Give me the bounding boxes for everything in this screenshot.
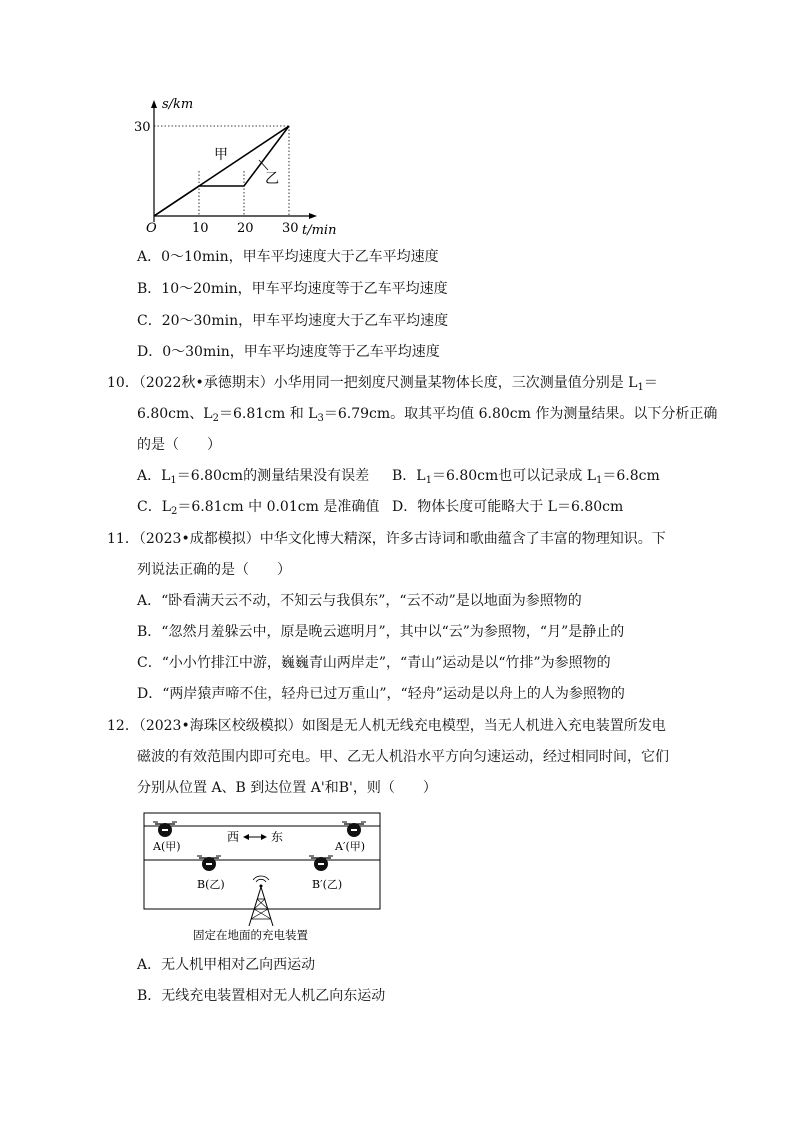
q9-option-d[interactable]: D．0～30min，甲车平均速度等于乙车平均速度 bbox=[137, 344, 440, 360]
label-a: A(甲) bbox=[153, 840, 181, 853]
q10-text: ＝ bbox=[643, 375, 658, 391]
y-tick-30: 30 bbox=[134, 120, 151, 135]
q11-option-a[interactable]: A．“卧看满天云不动，不知云与我俱东”，“云不动”是以地面为参照物的 bbox=[137, 593, 582, 609]
x-axis-arrow bbox=[309, 213, 317, 219]
q11-option-c[interactable]: C．“小小竹排江中游，巍巍青山两岸走”，“青山”运动是以“竹排”为参照物的 bbox=[137, 655, 611, 671]
q12-line2: 磁波的有效范围内即可充电。甲、乙无人机沿水平方向匀速运动，经过相同时间，它们 bbox=[137, 749, 669, 765]
q11-line1 bbox=[107, 529, 666, 549]
q10-text: ＝6.81cm 和 L bbox=[218, 406, 318, 422]
option-text: ＝6.8cm bbox=[602, 468, 660, 484]
subscript: 2 bbox=[171, 506, 178, 517]
drone-charging-figure bbox=[143, 812, 383, 947]
q9-option-a[interactable]: A．0～10min，甲车平均速度大于乙车平均速度 bbox=[137, 249, 439, 265]
series-jia-label: 甲 bbox=[214, 147, 228, 163]
q12-number: 12． bbox=[107, 718, 139, 734]
arrow-right-icon bbox=[261, 834, 267, 840]
subscript: 1 bbox=[596, 475, 603, 486]
option-text: ＝6.80cm也可以记录成 L bbox=[431, 468, 597, 484]
option-text: B．L bbox=[392, 468, 426, 484]
drone-icon bbox=[153, 822, 177, 837]
q10-number: 10． bbox=[107, 375, 139, 391]
q11-number: 11． bbox=[107, 531, 139, 547]
x-axis-label: t/min bbox=[302, 223, 337, 238]
subscript: 2 bbox=[212, 413, 219, 424]
charging-tower-icon bbox=[249, 876, 273, 926]
label-b-prime: B′(乙) bbox=[312, 878, 343, 891]
option-text: ＝6.81cm 中 0.01cm 是准确值 bbox=[177, 499, 380, 515]
q10-text: （2022秋•承德期末）小华用同一把刻度尺测量某物体长度，三次测量值分别是 L bbox=[138, 375, 638, 391]
west-label: 西 bbox=[227, 830, 240, 844]
option-text: C．L bbox=[137, 499, 172, 515]
q12-text: （2023•海珠区校级模拟）如图是无人机无线充电模型，当无人机进入充电装置所发电 bbox=[138, 718, 666, 734]
drone-icon bbox=[197, 856, 221, 871]
drone-icon bbox=[342, 822, 366, 837]
arrow-left-icon bbox=[243, 834, 249, 840]
q11-option-b[interactable]: B．“忽然月羞躲云中，原是晚云遮明月”，其中以“云”为参照物，“月”是静止的 bbox=[137, 624, 625, 640]
q10-text: ＝6.79cm。取其平均值 6.80cm 作为测量结果。以下分析正确 bbox=[323, 406, 718, 422]
east-label: 东 bbox=[271, 830, 284, 844]
q10-option-a[interactable] bbox=[137, 466, 369, 491]
x-tick-30: 30 bbox=[282, 221, 299, 236]
q12-option-b[interactable]: B．无线充电装置相对无人机乙向东运动 bbox=[137, 988, 386, 1004]
q10-option-c[interactable] bbox=[137, 497, 379, 522]
distance-time-chart bbox=[130, 96, 350, 246]
origin-label: O bbox=[146, 221, 157, 236]
q12-line1 bbox=[107, 716, 666, 736]
y-axis-arrow bbox=[151, 100, 157, 108]
q11-text: （2023•成都模拟）中华文化博大精深，许多古诗词和歌曲蕴含了丰富的物理知识。下 bbox=[138, 531, 666, 547]
label-b: B(乙) bbox=[197, 878, 225, 891]
x-tick-20: 20 bbox=[237, 221, 254, 236]
option-text: A．L bbox=[137, 468, 171, 484]
subscript: 3 bbox=[317, 413, 324, 424]
drone-icon bbox=[309, 856, 333, 871]
series-yi-label: 乙 bbox=[265, 171, 279, 187]
figure-frame bbox=[144, 813, 380, 909]
option-text: ＝6.80cm的测量结果没有误差 bbox=[176, 468, 370, 484]
q9-option-b[interactable]: B．10～20min，甲车平均速度等于乙车平均速度 bbox=[137, 281, 448, 297]
q10-option-d[interactable]: D．物体长度可能略大于 L＝6.80cm bbox=[392, 499, 624, 515]
q10-option-b[interactable] bbox=[392, 466, 660, 491]
subscript: 1 bbox=[170, 475, 177, 486]
q10-line3: 的是（ ） bbox=[137, 437, 221, 453]
q9-option-c[interactable]: C．20～30min，甲车平均速度大于乙车平均速度 bbox=[137, 313, 449, 329]
q10-line2 bbox=[137, 404, 717, 429]
q12-option-a[interactable]: A．无人机甲相对乙向西运动 bbox=[137, 957, 316, 973]
figure-caption: 固定在地面的充电装置 bbox=[193, 928, 308, 942]
q10-line1 bbox=[107, 373, 658, 398]
q10-text: 6.80cm、L bbox=[137, 406, 213, 422]
subscript: 1 bbox=[637, 382, 644, 393]
q12-line3: 分别从位置 A、B 到达位置 A'和B'，则（ ） bbox=[137, 780, 437, 796]
q11-line2: 列说法正确的是（ ） bbox=[137, 562, 291, 578]
x-tick-10: 10 bbox=[192, 221, 209, 236]
subscript: 1 bbox=[425, 475, 432, 486]
label-a-prime: A′(甲) bbox=[335, 840, 366, 853]
q11-option-d[interactable]: D．“两岸猿声啼不住，轻舟已过万重山”，“轻舟”运动是以舟上的人为参照物的 bbox=[137, 686, 625, 702]
y-axis-label: s/km bbox=[162, 97, 194, 112]
